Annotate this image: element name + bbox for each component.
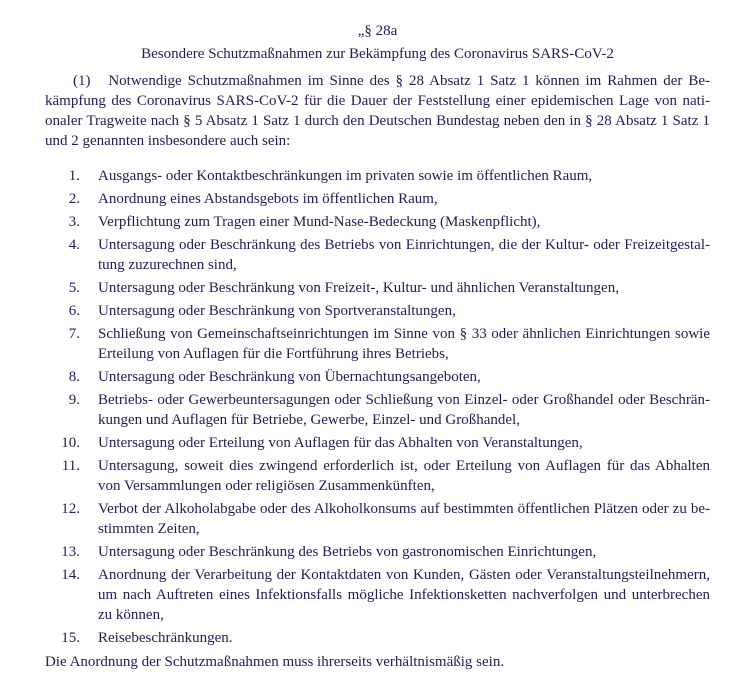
document-title: Besondere Schutzmaßnahmen zur Bekämpfung des Coronavirus SARS-CoV-2 <box>141 46 614 62</box>
item-number: 10. <box>61 435 80 451</box>
item-number: 7. <box>68 326 80 342</box>
list-item <box>45 628 710 648</box>
item-number: 9. <box>68 392 80 408</box>
item-number: 4. <box>68 237 80 253</box>
item-number: 2. <box>68 191 80 207</box>
list-item <box>45 166 710 186</box>
item-number: 15. <box>61 630 80 646</box>
list-item <box>45 542 710 562</box>
item-text: Reisebeschränkungen. <box>98 630 233 646</box>
item-text: Untersagung oder Beschränkung des Betriebs von gastronomischen Einrichtungen, <box>98 544 597 560</box>
item-number: 14. <box>61 567 80 583</box>
list-item <box>45 390 710 430</box>
intro-paragraph: (1) Notwendige Schutzmaßnahmen im Sinne des § 28 Absatz 1 Satz 1 können im Rahmen der Bekämpfung des Coronavirus SARS-CoV-2 für die Dauer der Feststellung einer epidemischen Lage von nationaler Tragweite nach § 5 Absatz 1 Satz 1 durch den Deutschen Bundestag neben den in § 28 Absatz 1 Satz 1 und 2 genannten insbesondere auch sein: <box>45 73 710 149</box>
item-text: Anordnung eines Abstandsgebots im öffentlichen Raum, <box>98 191 438 207</box>
item-number: 13. <box>61 544 80 560</box>
item-text: Verpflichtung zum Tragen einer Mund-Nase-Bedeckung (Maskenpflicht), <box>98 214 541 230</box>
item-text: Untersagung oder Beschränkung von Freizeit-, Kultur- und ähnlichen Veranstaltungen, <box>98 280 619 296</box>
list-item <box>45 235 710 275</box>
item-text: Untersagung oder Beschränkung des Betriebs von Einrichtungen, die der Kultur- oder Freizeitgestaltung zuzurechnen sind, <box>98 237 710 273</box>
item-number: 1. <box>68 168 80 184</box>
measures-list <box>45 166 710 648</box>
item-number: 11. <box>61 458 80 474</box>
list-item <box>45 456 710 496</box>
item-number: 8. <box>68 369 80 385</box>
list-item <box>45 189 710 209</box>
item-text: Untersagung oder Beschränkung von Übernachtungsangeboten, <box>98 369 481 385</box>
item-number: 6. <box>68 303 80 319</box>
list-item <box>45 301 710 321</box>
list-item <box>45 212 710 232</box>
item-text: Untersagung oder Beschränkung von Sportveranstaltungen, <box>98 303 456 319</box>
item-number: 3. <box>68 214 80 230</box>
item-text: Untersagung oder Erteilung von Auflagen für das Abhalten von Veranstaltungen, <box>98 435 583 451</box>
item-text: Betriebs- oder Gewerbeuntersagungen oder Schließung von Einzel- oder Großhandel oder Beschränkungen und Auflagen für Betriebe, Gewerbe, Einzel- und Großhandel, <box>98 392 710 428</box>
item-text: Ausgangs- oder Kontaktbeschränkungen im privaten sowie im öffentlichen Raum, <box>98 168 593 184</box>
list-item <box>45 565 710 625</box>
list-item <box>45 367 710 387</box>
item-text: Verbot der Alkoholabgabe oder des Alkoholkonsums auf bestimmten öffentlichen Plätzen oder zu bestimmten Zeiten, <box>98 501 710 537</box>
list-item <box>45 433 710 453</box>
item-number: 5. <box>68 280 80 296</box>
closing-paragraph: Die Anordnung der Schutzmaßnahmen muss ihrerseits verhältnismäßig sein. <box>45 654 505 670</box>
list-item <box>45 499 710 539</box>
item-number: 12. <box>61 501 80 517</box>
list-item <box>45 278 710 298</box>
section-mark: „§ 28a <box>357 23 398 39</box>
item-text: Schließung von Gemeinschaftseinrichtungen im Sinne von § 33 oder ähnlichen Einrichtungen sowie Erteilung von Auflagen für die Fortführung ihres Betriebs, <box>98 326 710 362</box>
item-text: Untersagung, soweit dies zwingend erforderlich ist, oder Erteilung von Auflagen für das Abhalten von Versammlungen oder religiösen Zusammenkünften, <box>98 458 710 494</box>
item-text: Anordnung der Verarbeitung der Kontaktdaten von Kunden, Gästen oder Veranstaltungsteilnehmern, um nach Auftreten eines Infektionsfalls mögliche Infektionsketten nachverfolgen und unterbrechen zu können, <box>98 567 710 623</box>
list-item <box>45 324 710 364</box>
